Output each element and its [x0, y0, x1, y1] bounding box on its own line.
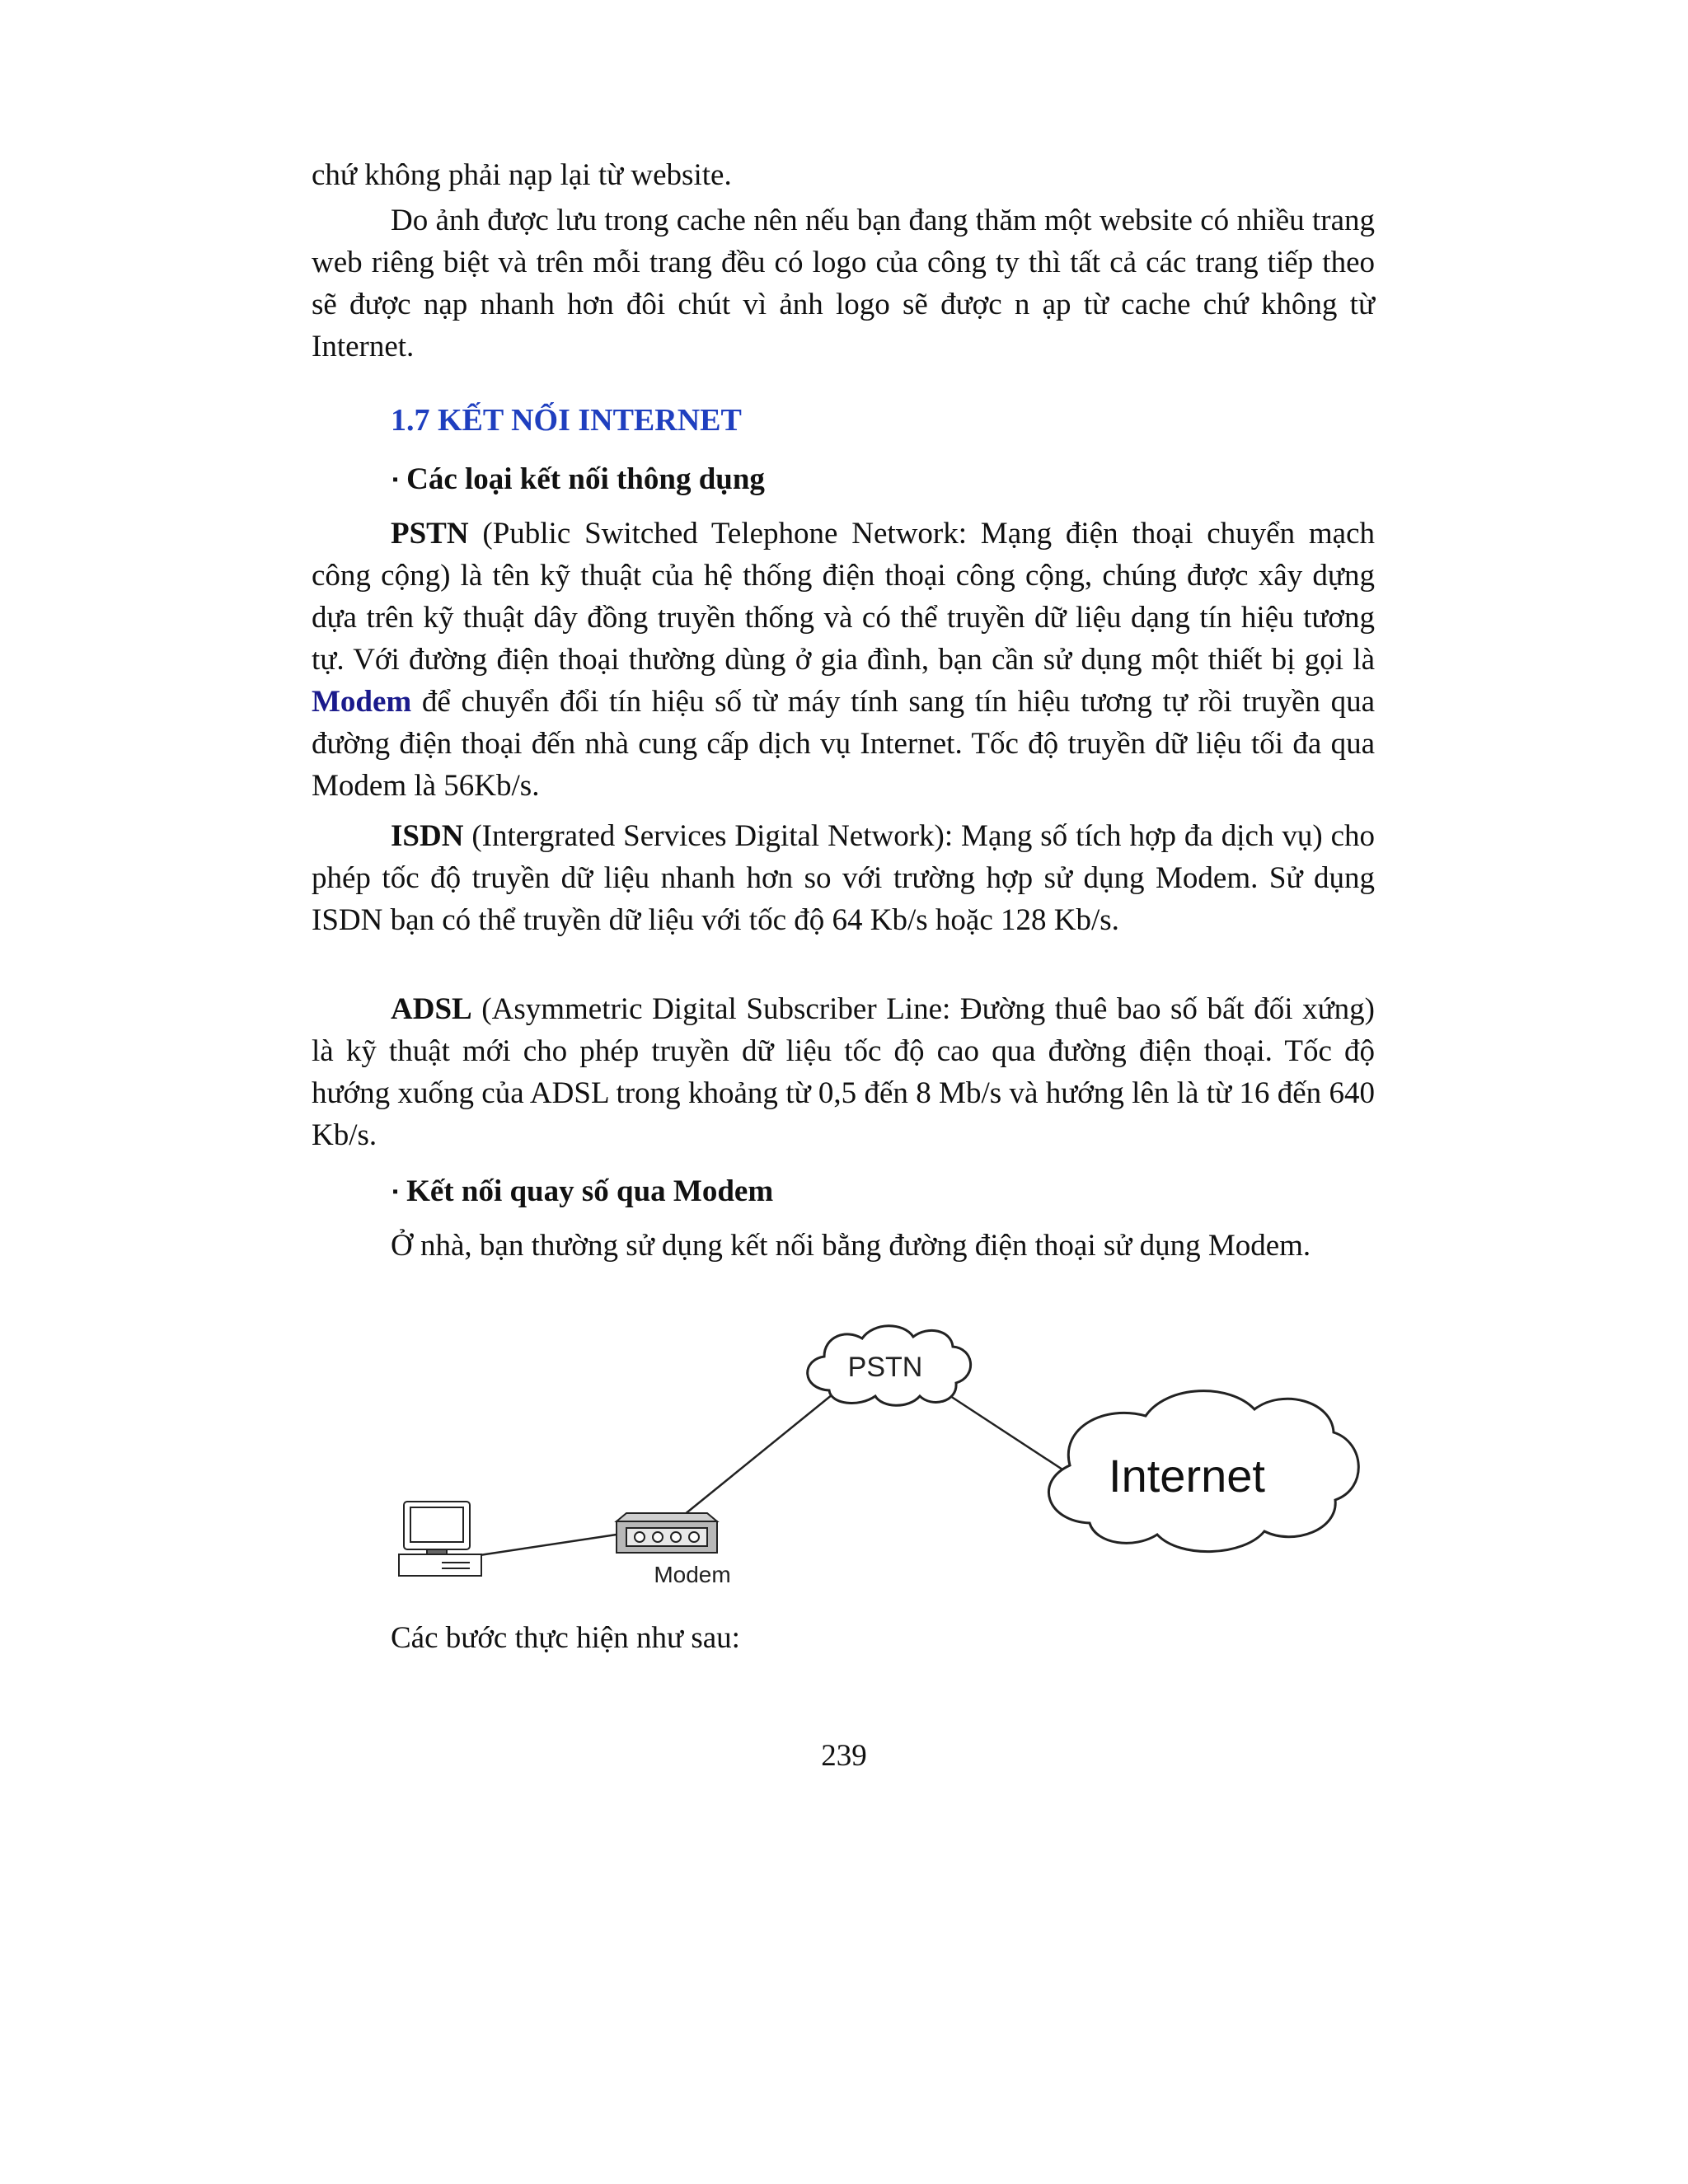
modem-led [653, 1532, 663, 1542]
computer-icon [399, 1502, 481, 1576]
adsl-paragraph [312, 988, 1375, 1156]
intro-paragraph: Do ảnh được lưu trong cache nên nếu bạn đang thăm một website có nhiều trang web riêng biệt và trên mỗi trang đều có logo của công ty thì tất cả các trang tiếp theo sẽ được nạp nhanh hơn đôi chút vì ảnh logo sẽ được n ạp từ cache chứ không từ Internet. [312, 204, 1375, 363]
computer-modem-link [480, 1535, 617, 1555]
modem-term: Modem [312, 685, 412, 719]
monitor-screen [410, 1507, 463, 1542]
internet-label: Internet [1109, 1450, 1265, 1502]
adsl-text: (Asymmetric Digital Subscriber Line: Đường thuê bao số bất đối xứng) là kỹ thuật mới cho phép truyền dữ liệu tốc độ cao qua đường điện thoại. Tốc độ hướng xuống của ADSL trong khoảng từ 0,5 đến 8 Mb/s và hướng lên là từ 16 đến 640 Kb/s. [312, 992, 1375, 1152]
modem-icon [617, 1513, 717, 1553]
pstn-text-2: để chuyển đổi tín hiệu số từ máy tính sang tín hiệu tương tự rồi truyền qua đường điện thoại đến nhà cung cấp dịch vụ Internet. Tốc độ truyền dữ liệu tối đa qua Modem là 56Kb/s. [312, 685, 1375, 803]
subheading-connection-types [392, 462, 765, 497]
section-title: 1.7 KẾT NỐI INTERNET [391, 403, 742, 438]
page-number: 239 [821, 1739, 867, 1773]
pstn-paragraph [312, 513, 1375, 807]
dialup-paragraph: Ở nhà, bạn thường sử dụng kết nối bằng đường điện thoại sử dụng Modem. [391, 1229, 1311, 1263]
caption: Các bước thực hiện như sau: [391, 1621, 740, 1655]
pstn-term: PSTN [391, 517, 469, 551]
isdn-term: ISDN [391, 819, 464, 853]
pstn-text-1: (Public Switched Telephone Network: Mạng điện thoại chuyển mạch công cộng) là tên kỹ thuật của hệ thống điện thoại công cộng, chúng được xây dựng dựa trên kỹ thuật dây đồng truyền thống và có thể truyền dữ liệu dạng tín hiệu tương tự. Với đường điện thoại thường dùng ở gia đình, bạn cần sử dụng một thiết bị gọi là [312, 517, 1375, 677]
bullet-icon: ▪ [392, 1183, 399, 1201]
network-diagram [387, 1319, 1360, 1591]
modem-led [671, 1532, 681, 1542]
pstn-label: PSTN [847, 1352, 923, 1383]
subheading-dialup [392, 1174, 773, 1209]
bullet-icon: ▪ [392, 471, 399, 489]
modem-label: Modem [654, 1562, 731, 1587]
subheading-label: Các loại kết nối thông dụng [406, 462, 765, 496]
modem-led [689, 1532, 699, 1542]
modem-pstn-link [684, 1394, 832, 1515]
isdn-text: (Intergrated Services Digital Network): Mạng số tích hợp đa dịch vụ) cho phép tốc độ truyền dữ liệu nhanh hơn so với trường hợp sử dụng Modem. Sử dụng ISDN bạn có thể truyền dữ liệu với tốc độ 64 Kb/s hoặc 128 Kb/s. [312, 819, 1375, 937]
intro-line: chứ không phải nạp lại từ website. [312, 158, 732, 192]
computer-case [399, 1554, 481, 1576]
adsl-term: ADSL [391, 992, 472, 1026]
modem-top [617, 1513, 717, 1521]
subheading-label: Kết nối quay số qua Modem [406, 1174, 774, 1208]
modem-led [635, 1532, 645, 1542]
isdn-paragraph [312, 815, 1375, 941]
connection-lines [480, 1394, 1084, 1555]
